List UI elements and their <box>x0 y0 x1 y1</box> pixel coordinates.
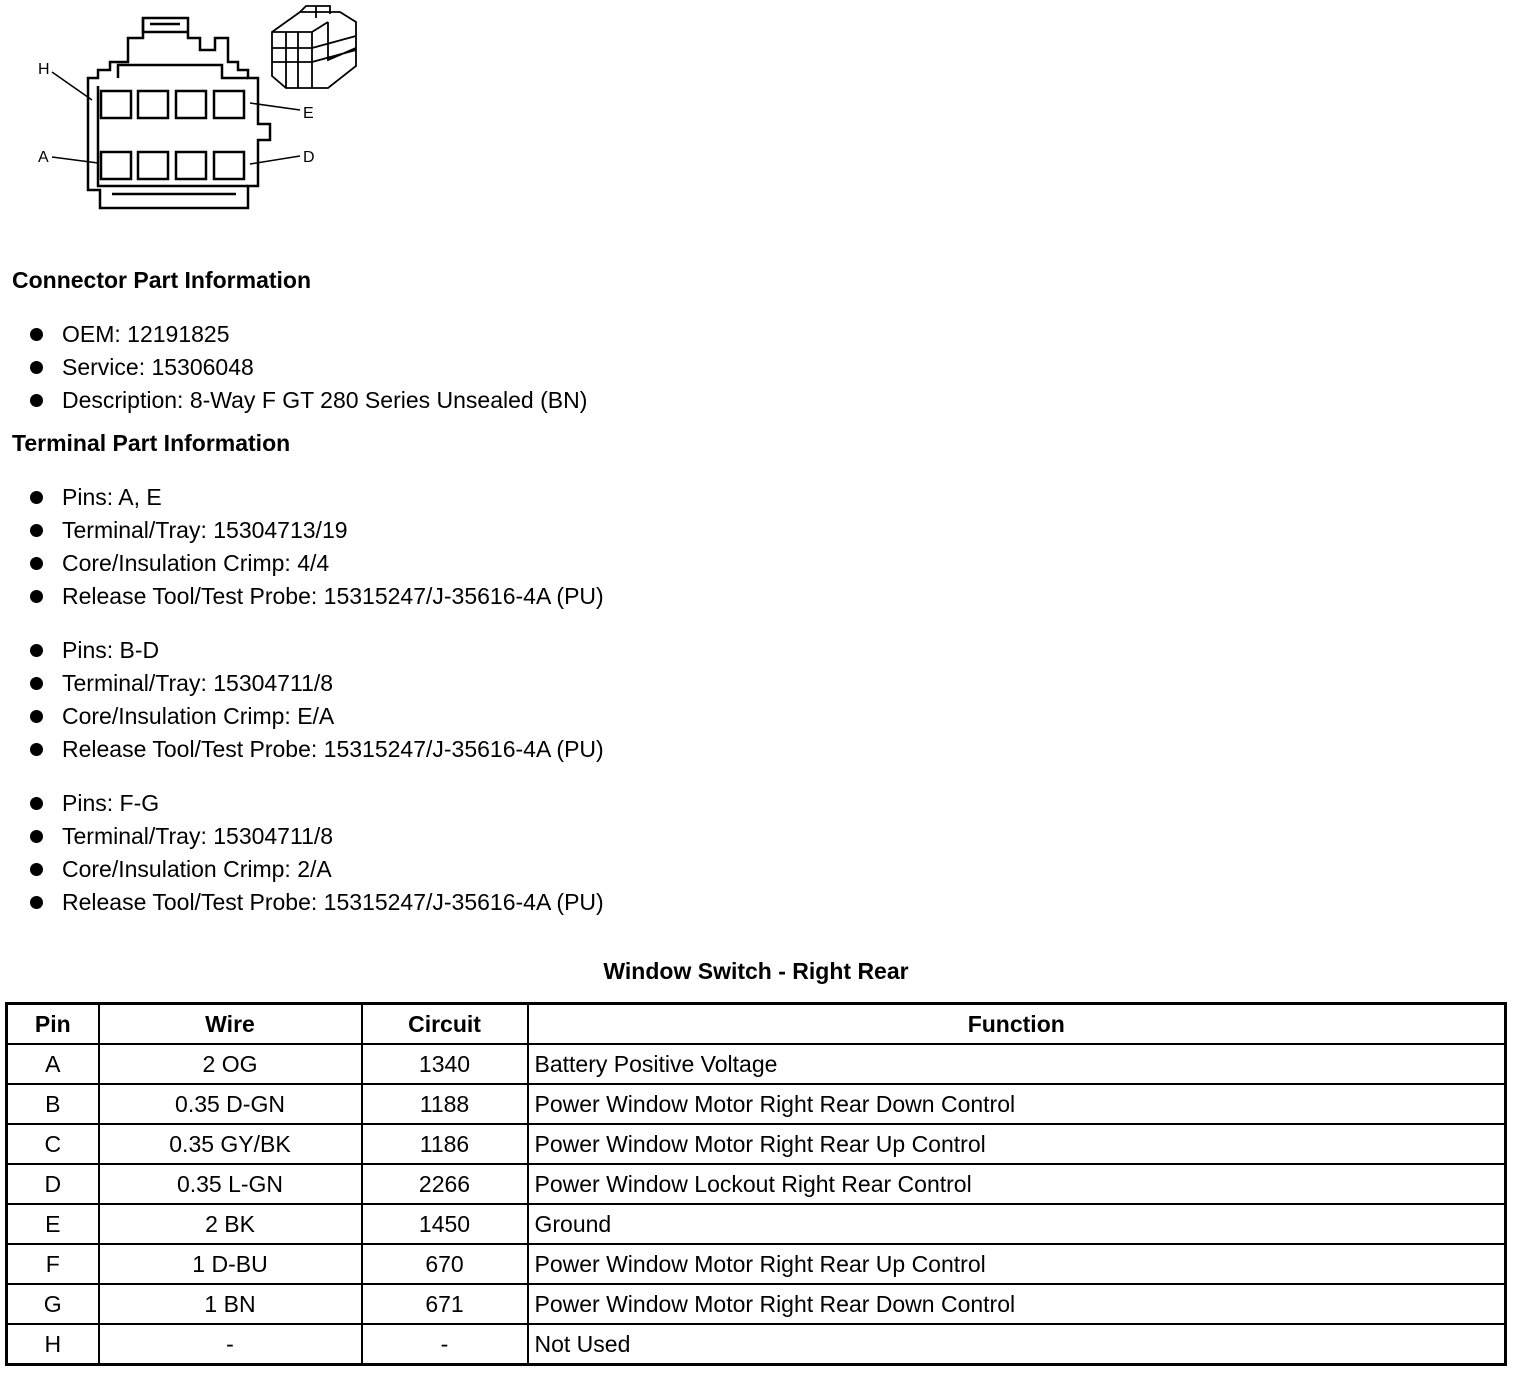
pin-label-d: D <box>303 149 315 166</box>
list-item-text: Core/Insulation Crimp: 4/4 <box>62 550 330 576</box>
bullet-icon <box>30 710 43 723</box>
cell-pin: A <box>7 1044 99 1084</box>
cell-pin: H <box>7 1324 99 1365</box>
cell-circuit: 1188 <box>362 1084 528 1124</box>
bullet-icon <box>30 557 43 570</box>
bullet-icon <box>30 677 43 690</box>
cell-wire: 1 BN <box>99 1284 362 1324</box>
list-item <box>0 481 604 514</box>
cell-function: Power Window Motor Right Rear Up Control <box>528 1124 1506 1164</box>
terminal-group-1 <box>0 481 604 613</box>
cell-circuit: 670 <box>362 1244 528 1284</box>
bullet-icon <box>30 590 43 603</box>
bullet-icon <box>30 394 43 407</box>
cell-pin: B <box>7 1084 99 1124</box>
cell-pin: G <box>7 1284 99 1324</box>
bullet-icon <box>30 743 43 756</box>
leader-h <box>52 72 92 100</box>
cell-function: Not Used <box>528 1324 1506 1365</box>
table-row <box>7 1124 1506 1164</box>
pinout-table <box>5 1002 1507 1366</box>
cell-pin: E <box>7 1204 99 1244</box>
cell-function: Power Window Motor Right Rear Down Control <box>528 1284 1506 1324</box>
list-item-text: Core/Insulation Crimp: 2/A <box>62 856 332 882</box>
bullet-icon <box>30 644 43 657</box>
cavity-b <box>138 152 168 179</box>
table-row <box>7 1324 1506 1365</box>
cell-pin: C <box>7 1124 99 1164</box>
list-item-text: Release Tool/Test Probe: 15315247/J-35616-4A (PU) <box>62 889 604 915</box>
bullet-icon <box>30 896 43 909</box>
bullet-icon <box>30 830 43 843</box>
list-item <box>0 886 604 919</box>
cell-circuit: 1450 <box>362 1204 528 1244</box>
leader-a <box>52 157 98 163</box>
list-item <box>0 733 604 766</box>
connector-info-list <box>0 318 587 417</box>
cell-circuit: 2266 <box>362 1164 528 1204</box>
list-item-text: Pins: A, E <box>62 484 162 510</box>
bullet-icon <box>30 328 43 341</box>
pin-label-a: A <box>38 149 49 166</box>
cell-function: Power Window Lockout Right Rear Control <box>528 1164 1506 1204</box>
bullet-icon <box>30 797 43 810</box>
column-header-function: Function <box>528 1004 1506 1045</box>
list-item <box>0 634 604 667</box>
table-row <box>7 1204 1506 1244</box>
connector-diagram <box>0 0 380 230</box>
cell-function: Battery Positive Voltage <box>528 1044 1506 1084</box>
list-item <box>0 384 587 417</box>
bullet-icon <box>30 361 43 374</box>
list-item-text: Release Tool/Test Probe: 15315247/J-35616-4A (PU) <box>62 583 604 609</box>
cell-wire: 2 OG <box>99 1044 362 1084</box>
cell-wire: 0.35 GY/BK <box>99 1124 362 1164</box>
cell-pin: F <box>7 1244 99 1284</box>
list-item <box>0 667 604 700</box>
terminal-group-3 <box>0 787 604 919</box>
cell-circuit: 1340 <box>362 1044 528 1084</box>
cavity-h <box>101 91 131 118</box>
cell-circuit: 671 <box>362 1284 528 1324</box>
list-item-text: Pins: F-G <box>62 790 160 816</box>
cell-circuit: 1186 <box>362 1124 528 1164</box>
table-header-row <box>7 1004 1506 1045</box>
cavity-e <box>214 91 244 118</box>
terminal-info-heading: Terminal Part Information <box>12 430 291 456</box>
cavity-g <box>138 91 168 118</box>
cell-function: Power Window Motor Right Rear Up Control <box>528 1244 1506 1284</box>
cell-function: Power Window Motor Right Rear Down Control <box>528 1084 1506 1124</box>
cell-function: Ground <box>528 1204 1506 1244</box>
table-row <box>7 1284 1506 1324</box>
list-item-text: Terminal/Tray: 15304711/8 <box>62 670 334 696</box>
cell-wire: 0.35 L-GN <box>99 1164 362 1204</box>
list-item <box>0 853 604 886</box>
column-header-wire: Wire <box>99 1004 362 1045</box>
list-item <box>0 351 587 384</box>
connector-inner-outline <box>98 65 248 194</box>
list-item-text: Service: 15306048 <box>62 354 254 380</box>
list-item-text: Core/Insulation Crimp: E/A <box>62 703 335 729</box>
table-row <box>7 1084 1506 1124</box>
connector-3d-thumbnail <box>272 6 356 88</box>
list-item-text: Release Tool/Test Probe: 15315247/J-35616-4A (PU) <box>62 736 604 762</box>
cavity-c <box>176 152 206 179</box>
bullet-icon <box>30 863 43 876</box>
connector-info-heading: Connector Part Information <box>12 267 312 293</box>
table-row <box>7 1044 1506 1084</box>
list-item-text: Terminal/Tray: 15304713/19 <box>62 517 348 543</box>
table-row <box>7 1244 1506 1284</box>
list-item <box>0 580 604 613</box>
list-item <box>0 514 604 547</box>
cell-wire: 1 D-BU <box>99 1244 362 1284</box>
table-row <box>7 1164 1506 1204</box>
cavity-d <box>214 152 244 179</box>
column-header-pin: Pin <box>7 1004 99 1045</box>
cell-wire: - <box>99 1324 362 1365</box>
column-header-circuit: Circuit <box>362 1004 528 1045</box>
list-item <box>0 318 587 351</box>
list-item <box>0 820 604 853</box>
cell-wire: 2 BK <box>99 1204 362 1244</box>
cavity-a <box>101 152 131 179</box>
cell-wire: 0.35 D-GN <box>99 1084 362 1124</box>
list-item-text: Terminal/Tray: 15304711/8 <box>62 823 334 849</box>
list-item-text: Description: 8-Way F GT 280 Series Unsealed (BN) <box>62 387 588 413</box>
pin-label-e: E <box>303 105 314 122</box>
list-item <box>0 547 604 580</box>
list-item <box>0 700 604 733</box>
bullet-icon <box>30 491 43 504</box>
list-item <box>0 787 604 820</box>
bullet-icon <box>30 524 43 537</box>
table-title: Window Switch - Right Rear <box>603 958 909 984</box>
cell-pin: D <box>7 1164 99 1204</box>
terminal-group-2 <box>0 634 604 766</box>
pin-label-h: H <box>38 61 50 78</box>
cavity-f <box>176 91 206 118</box>
list-item-text: OEM: 12191825 <box>62 321 230 347</box>
list-item-text: Pins: B-D <box>62 637 160 663</box>
cell-circuit: - <box>362 1324 528 1365</box>
